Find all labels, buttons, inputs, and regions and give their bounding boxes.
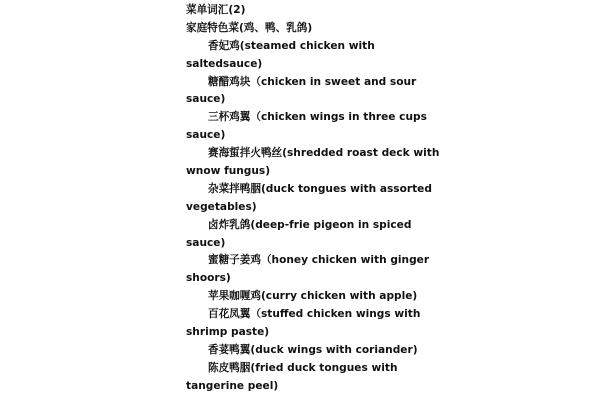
menu-item-line: 苹果咖喱鸡(curry chicken with apple) xyxy=(208,290,418,303)
menu-item-continuation: sauce) xyxy=(186,129,226,142)
menu-item-continuation: sauce) xyxy=(186,93,226,106)
menu-item-continuation: vegetables) xyxy=(186,200,257,213)
menu-item-continuation: saltedsauce) xyxy=(186,57,263,70)
menu-item-line: 糖醋鸡块（chicken in sweet and sour xyxy=(208,75,417,88)
menu-item-line: 百花凤翼（stuffed chicken wings with xyxy=(208,308,421,321)
menu-vocabulary-document xyxy=(186,2,586,396)
menu-item-continuation: shoors) xyxy=(186,272,231,285)
section-heading: 家庭特色菜(鸡、鸭、乳鸽) xyxy=(186,21,313,34)
menu-item-continuation: tangerine peel) xyxy=(186,379,279,392)
menu-item-line: 香妃鸡(steamed chicken with xyxy=(208,39,375,52)
menu-item-line: 杂菜拌鸭胭(duck tongues with assorted xyxy=(208,182,432,195)
menu-item-continuation: wnow fungus) xyxy=(186,165,271,178)
menu-item-line: 蜜糖子姜鸡（honey chicken with ginger xyxy=(208,254,430,267)
menu-item-line: 三杯鸡翼（chicken wings in three cups xyxy=(208,111,427,124)
document-title: 菜单词汇(2) xyxy=(186,4,246,16)
menu-item-continuation: sauce) xyxy=(186,236,226,249)
menu-item-line: 香荽鸭翼(duck wings with coriander) xyxy=(208,343,418,356)
menu-item-line: 陈皮鸭胭(fried duck tongues with xyxy=(208,361,398,374)
menu-item-line: 卤炸乳鸽(deep-frie pigeon in spiced xyxy=(208,218,412,231)
menu-item-line: 赛海蜇拌火鸭丝(shredded roast deck with xyxy=(208,147,440,160)
menu-item-continuation: shrimp paste) xyxy=(186,326,270,339)
